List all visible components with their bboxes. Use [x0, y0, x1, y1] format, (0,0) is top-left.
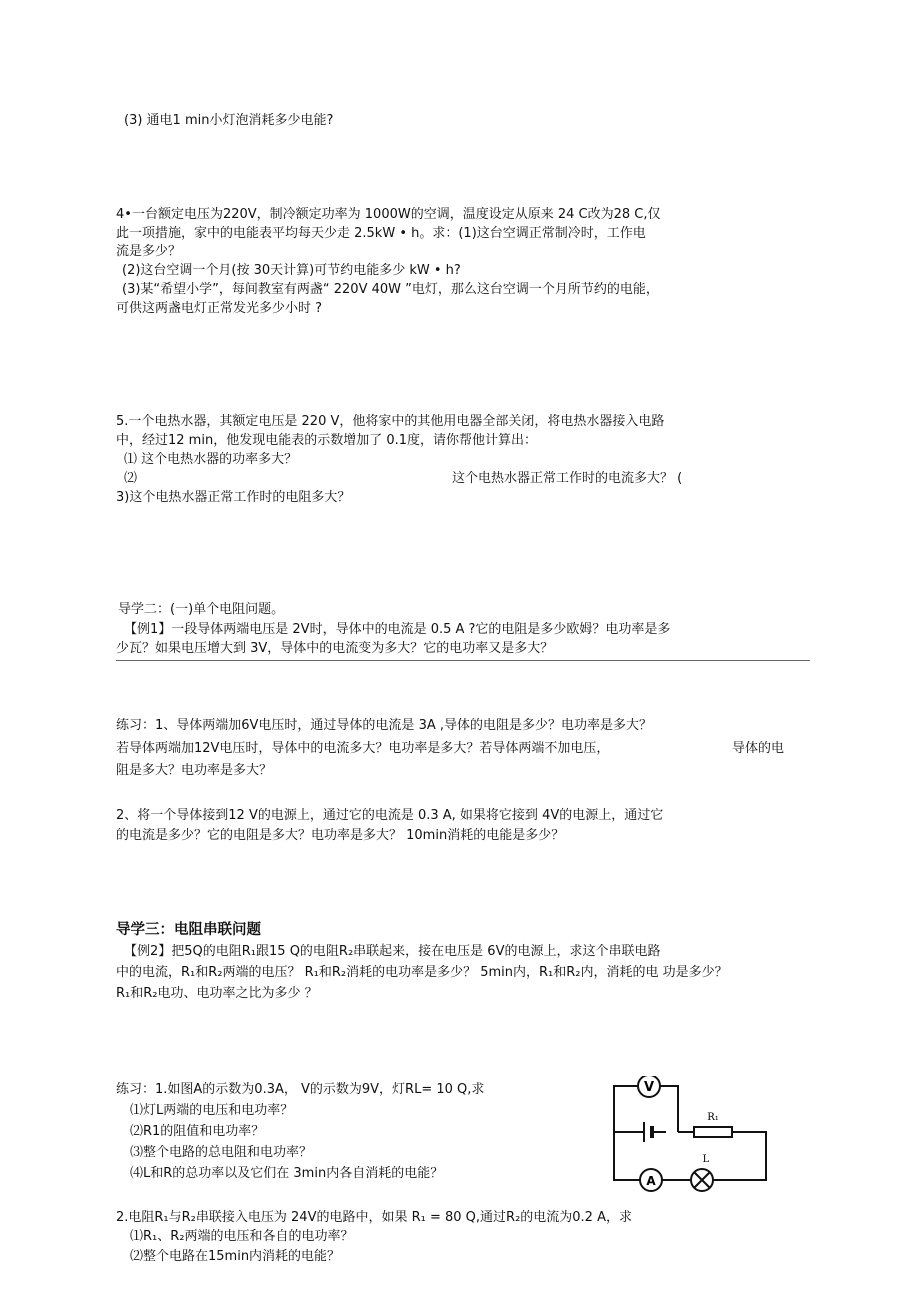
guide2-practice2-line1: 2、将一个导体接到12 V的电源上，通过它的电流是 0.3 A, 如果将它接到 4V的电源上，通过它	[116, 808, 664, 823]
q4-line2: 此一项措施，家中的电能表平均每天少走 2.5kW • h。求：(1)这台空调正常制冷时，工作电	[116, 226, 646, 241]
circuit-diagram	[606, 1076, 776, 1198]
resistor-icon	[694, 1112, 732, 1137]
guide3-practice1-line1: 练习：1.如图A的示数为0.3A， V的示数为9V，灯RL= 10 Q,求	[116, 1082, 485, 1097]
lamp-icon	[691, 1154, 713, 1191]
svg-text:V: V	[643, 1080, 655, 1095]
guide3-practice2-sub2: ⑵整个电路在15min内消耗的电能？	[130, 1249, 341, 1264]
guide3-practice1-sub2: ⑵R1的阻值和电功率？	[130, 1124, 265, 1139]
q5-line5: 3)这个电热水器正常工作时的电阻多大？	[116, 490, 351, 505]
guide3-practice1-sub4: ⑷L和R的总功率以及它们在 3min内各自消耗的电能？	[130, 1166, 444, 1181]
guide2-practice1-line3: 阻是多大？电功率是多大？	[116, 763, 273, 778]
voltmeter-icon	[638, 1076, 660, 1097]
q5-line1: 5.一个电热水器，其额定电压是 220 V，他将家中的其他用电器全部关闭，将电热水器接入电路	[116, 414, 665, 429]
guide3-practice2-sub1: ⑴R₁、R₂两端的电压和各自的电功率？	[130, 1229, 354, 1244]
q5-line2: 中，经过12 min，他发现电能表的示数增加了 0.1度，请你帮他计算出：	[116, 433, 537, 448]
guide2-practice1-line1: 练习：1、导体两端加6V电压时，通过导体的电流是 3A ,导体的电阻是多少？电功率是多大？	[116, 718, 652, 733]
svg-text:A: A	[646, 1174, 656, 1188]
q4-line4: (2)这台空调一个月(按 30天计算)可节约电能多少 kW • h?	[122, 263, 461, 278]
q5-line3: ⑴ 这个电热水器的功率多大？	[124, 452, 298, 467]
svg-text:R₁: R₁	[707, 1112, 719, 1123]
guide3-practice1-sub1: ⑴灯L两端的电压和电功率？	[130, 1103, 294, 1118]
guide2-practice1-line2a: 若导体两端加12V电压时，导体中的电流多大？电功率是多大？若导体两端不加电压，	[116, 741, 610, 756]
guide2-practice1-line2b: 导体的电	[732, 741, 785, 756]
q4-line5: (3)某“希望小学”，每间教室有两盏“ 220V 40W ”电灯，那么这台空调一个月所节约的电能，	[122, 282, 659, 297]
guide3-title: 导学三：电阻串联问题	[116, 922, 261, 938]
guide2-practice2-line2: 的电流是多少？它的电阻是多大？电功率是多大？ 10min消耗的电能是多少？	[116, 828, 565, 843]
guide2-example1-line2: 少瓦？如果电压增大到 3V，导体中的电流变为多大？它的电功率又是多大？	[116, 641, 554, 656]
q3-part3: (3) 通电1 min小灯泡消耗多少电能?	[124, 113, 334, 128]
q5-line4b: 这个电热水器正常工作时的电流多大？ (	[452, 471, 683, 486]
svg-text:L: L	[702, 1154, 710, 1165]
guide3-example2-line3: R₁和R₂电功、电功率之比为多少 ？	[116, 986, 318, 1001]
q4-line3: 流是多少？	[116, 244, 182, 259]
guide3-example2-line1: 【例2】把5Q的电阻R₁跟15 Q的电阻R₂串联起来，接在电压是 6V的电源上，求这个串联电路	[124, 944, 661, 959]
guide3-practice2-line1: 2.电阻R₁与R₂串联接入电压为 24V的电路中，如果 R₁ = 80 Q,通过R₂的电流为0.2 A，求	[116, 1210, 632, 1225]
section-divider	[116, 660, 810, 661]
guide2-example1-line1: 【例1】一段导体两端电压是 2V时，导体中的电流是 0.5 A ?它的电阻是多少欧姆？电功率是多	[124, 622, 671, 637]
guide3-example2-line2: 中的电流，R₁和R₂两端的电压？ R₁和R₂消耗的电功率是多少？ 5min内，R₁和R₂内，消耗的电 功是多少？	[116, 965, 728, 980]
guide3-practice1-sub3: ⑶整个电路的总电阻和电功率？	[130, 1145, 313, 1160]
q4-line6: 可供这两盏电灯正常发光多少小时 ?	[116, 301, 323, 316]
guide2-title: 导学二：(一)单个电阻问题。	[118, 602, 285, 617]
q4-line1: 4•一台额定电压为220V，制冷额定功率为 1000W的空调，温度设定从原来 24 C改为28 C,仅	[116, 207, 661, 222]
ammeter-icon	[640, 1169, 662, 1191]
q5-line4a: ⑵	[124, 471, 138, 486]
